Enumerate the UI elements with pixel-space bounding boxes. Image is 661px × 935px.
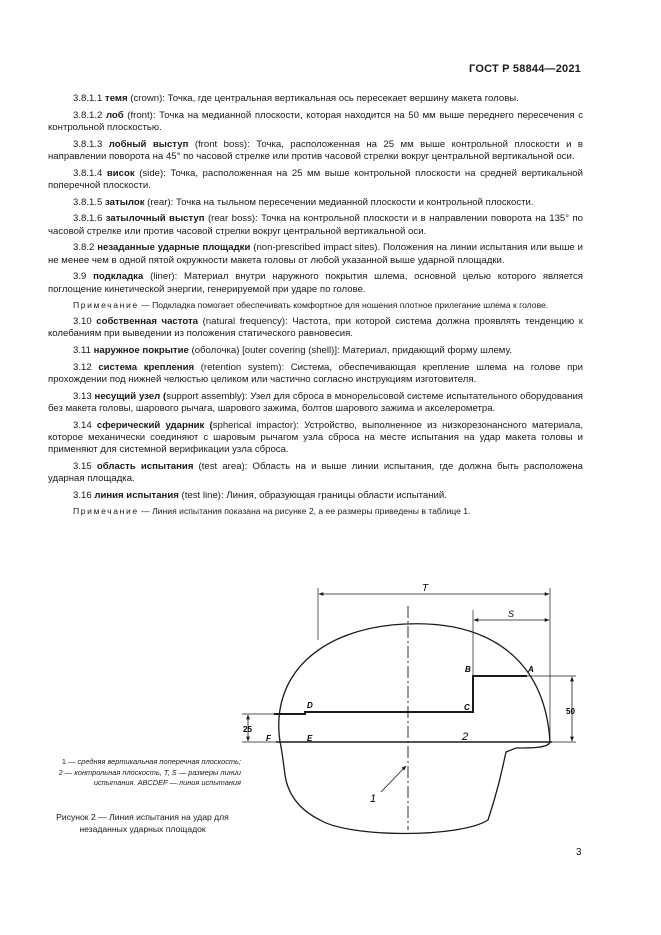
paragraph: [48, 197, 583, 209]
paragraph: [48, 139, 583, 164]
para-term: собственная частота: [96, 315, 198, 327]
para-term: висок: [106, 167, 135, 179]
paragraph: [48, 362, 583, 387]
legend-key: T, S: [163, 767, 177, 777]
para-term: лоб: [105, 109, 124, 121]
para-num: 3.12: [73, 361, 92, 373]
legend-text: — средняя вертикальная поперечная плоскость;: [66, 757, 241, 766]
para-text: (front): Точка на медианной плоскости, которая находится на 50 мм выше переднего пересечения с контрольной плоскостью.: [48, 109, 583, 133]
para-term: подкладка: [93, 271, 144, 283]
para-num: 3.8.1.4: [73, 167, 103, 179]
para-num: 3.13: [73, 390, 92, 402]
paragraph: [48, 213, 583, 238]
paragraph: [48, 420, 583, 457]
dim-label-s: S: [508, 609, 515, 619]
paragraph: [48, 93, 583, 105]
para-term: наружное покрытие: [93, 344, 189, 356]
figure-caption: Рисунок 2 — Линия испытания на удар для незаданных ударных площадок: [56, 812, 229, 834]
legend-key: 1: [61, 757, 67, 766]
para-num: 3.14: [73, 419, 92, 431]
para-num: 3.8.1.3: [73, 138, 103, 150]
para-term: система крепления: [98, 361, 195, 373]
paragraph: [48, 461, 583, 486]
note-text: — Линия испытания показана на рисунке 2, а ее размеры приведены в таблице 1.: [138, 506, 471, 517]
figure-legend: [56, 757, 241, 789]
note-label: Примечание: [73, 506, 139, 517]
document-header: ГОСТ Р 58844—2021: [469, 63, 581, 75]
dim-label-50: 50: [566, 707, 575, 716]
para-text: (crown): Точка, где центральная вертикальная ось пересекает вершину макета головы.: [127, 93, 519, 104]
para-text: support assembly): Узел для сброса в монорельсовой системе испытательного оборудования без макета головы, шарового рычага, шарового зажима, болтов шарового зажима и акселерометра.: [48, 390, 584, 414]
figure-test-line: [240, 580, 590, 850]
note: [48, 300, 583, 311]
para-text: (liner): Материал внутри наружного покрытия шлема, основной целью которого является поглощение кинетической энергии, генерируемой при ударе по голове.: [48, 271, 583, 295]
point-label-e: E: [307, 734, 313, 743]
point-label-f: F: [266, 734, 271, 743]
para-term: затылок: [105, 196, 145, 208]
point-label-a: A: [528, 665, 534, 674]
para-num: 3.10: [73, 315, 92, 327]
legend-text: — размеры линии испытания.: [93, 767, 241, 788]
label-2: 2: [462, 731, 469, 743]
para-term: сферический ударник (: [96, 419, 213, 431]
para-term: незаданные ударные площадки: [97, 242, 251, 254]
para-num: 3.8.1.6: [73, 213, 103, 225]
para-text: (non-prescribed impact sites). Положения на линии испытания или выше и не менее чем в одной пятой окружности макета головы от любой указанной выше ударной площадки.: [48, 242, 583, 266]
para-num: 3.8.2: [73, 242, 95, 254]
legend-text: — контрольная плоскость,: [62, 767, 164, 777]
headform-outline: [279, 624, 550, 834]
para-num: 3.15: [73, 460, 92, 472]
paragraph: [48, 110, 583, 135]
para-text: (rear): Точка на тыльном пересечении медианной плоскости и контрольной плоскости.: [144, 196, 534, 208]
paragraph: [48, 490, 583, 502]
para-text: (side): Точка, расположенная на 25 мм выше контрольной плоскости на средней вертикальной поперечной плоскости.: [48, 167, 583, 191]
paragraph: [48, 345, 583, 357]
dim-label-25: 25: [243, 725, 252, 734]
note: [48, 506, 583, 517]
para-num: 3.8.1.1: [73, 93, 103, 104]
label-1: 1: [370, 793, 377, 805]
para-term: несущий узел (: [94, 390, 167, 402]
paragraph: [48, 391, 583, 416]
para-text: (test line): Линия, образующая границы области испытаний.: [178, 489, 447, 501]
legend-text: — линия испытания: [167, 778, 241, 788]
para-num: 3.8.1.5: [73, 196, 103, 208]
point-label-d: D: [307, 701, 313, 710]
legend-key: 2: [58, 767, 63, 777]
para-text: (front boss): Точка, расположенная на 25 мм выше контрольной плоскости и в направлении поворота на 45° по часовой стрелке или против часовой стрелки вокруг центральной вертикальной оси.: [48, 138, 583, 162]
para-text: (test area): Область на и выше линии испытания, где должна быть расположена ударная площадка.: [48, 460, 584, 485]
dim-label-t: T: [422, 583, 429, 594]
para-term: темя: [105, 93, 128, 104]
paragraph: [48, 316, 583, 341]
body-text: [48, 93, 583, 522]
para-num: 3.9: [73, 271, 87, 283]
point-label-c: C: [464, 703, 470, 712]
para-text: (оболочка) [outer covering (shell)]: Материал, придающий форму шлему.: [188, 344, 513, 356]
para-num: 3.11: [73, 344, 91, 356]
legend-key: ABCDEF: [137, 778, 168, 788]
page-number: 3: [576, 847, 582, 858]
para-term: линия испытания: [94, 489, 179, 501]
note-label: Примечание: [73, 300, 139, 311]
para-term: лобный выступ: [108, 138, 189, 150]
note-text: — Подкладка помогает обеспечивать комфортное для ношения плотное прилегание шлема к голове.: [138, 300, 549, 311]
para-text: (rear boss): Точка на контрольной плоскости и в направлении поворота на 135° по часовой стрелке или против часовой стрелки вокруг центральной вертикальной оси.: [48, 213, 584, 237]
paragraph: [48, 242, 583, 267]
para-text: (natural frequency): Частота, при которой система должна проявлять тенденцию к колебаниям при выведении из положения статического равновесия.: [48, 315, 583, 340]
leader-1: [381, 766, 406, 792]
point-label-b: B: [465, 665, 471, 674]
para-num: 3.16: [73, 489, 92, 501]
para-text: (retention system): Система, обеспечивающая крепление шлема на голове при прохождении под нижней челюстью целиком или частично согласно инструкциям изготовителя.: [48, 361, 583, 385]
para-num: 3.8.1.2: [73, 109, 103, 121]
paragraph: [48, 271, 583, 296]
para-text: spherical impactor): Устройство, выполненное из низкорезонансного материала, которое механически соединяют с шаровым рычагом узла сброса на месте испытания на удар макета головы и применяют для системной верификации узла сброса.: [48, 419, 583, 456]
para-term: затылочный выступ: [105, 213, 205, 225]
paragraph: [48, 168, 583, 193]
para-term: область испытания: [96, 460, 194, 472]
